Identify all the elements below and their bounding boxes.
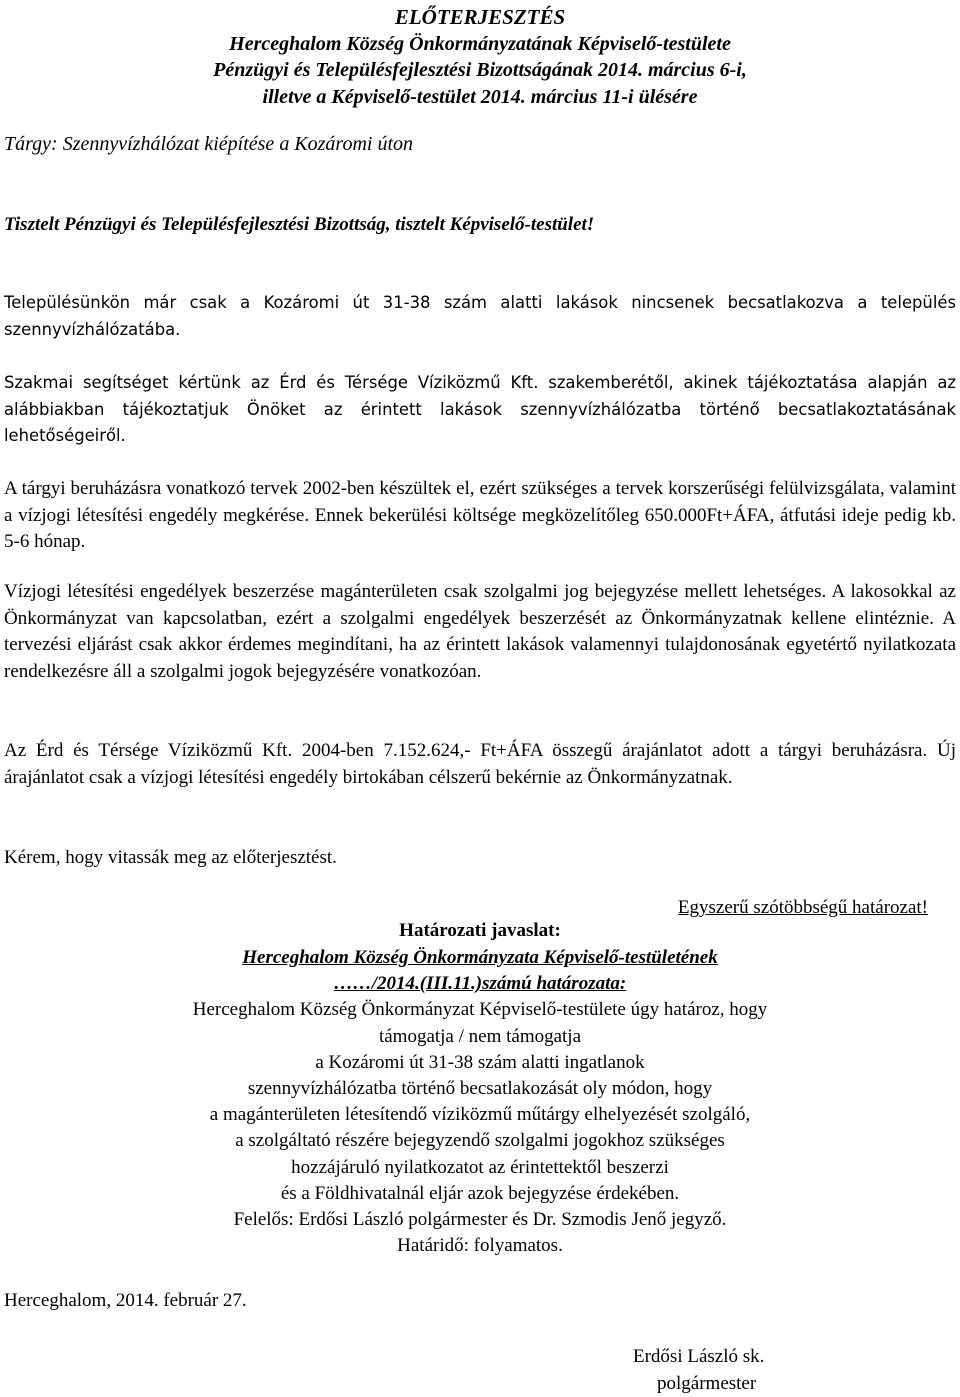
header-title: ELŐTERJESZTÉS bbox=[394, 5, 566, 29]
signatory-name: Erdősi László sk. bbox=[633, 1346, 765, 1367]
signatory-role: polgármester bbox=[657, 1373, 757, 1394]
resolution-body-line: Herceghalom Község Önkormányzat Képviselő-testülete úgy határoz, hogy bbox=[192, 999, 768, 1021]
subject-line: Tárgy: Szennyvízhálózat kiépítése a Kozáromi úton bbox=[4, 133, 414, 155]
resolution-body-line: a Kozáromi út 31-38 szám alatti ingatlanok bbox=[315, 1051, 645, 1073]
resolution-title: Határozati javaslat: bbox=[399, 920, 561, 941]
resolution-responsible: Felelős: Erdősi László polgármester és Dr. Szmodis Jenő jegyző. bbox=[233, 1209, 727, 1231]
resolution-body-line: szennyvízhálózatba történő becsatlakozását oly módon, hogy bbox=[247, 1078, 713, 1100]
signature-block bbox=[633, 1343, 764, 1397]
paragraph-plans-cost: A tárgyi beruházásra vonatkozó tervek 2002-ben készültek el, ezért szükséges a tervek korszerűségi felülvizsgálata, valamint a vízjogi létesítési engedély megkérése. Ennek bekerülési költsége megközelítőleg 650.000Ft+ÁFA, átfutási ideje pedig kb. 5-6 hónap. bbox=[4, 478, 956, 553]
header-session: illetve a Képviselő-testület 2014. március 11-i ülésére bbox=[262, 85, 698, 108]
paragraph-expert-help: Szakmai segítséget kértünk az Érd és Térsége Víziközmű Kft. szakemberétől, akinek tájékoztatása alapján az alábbiakban tájékoztatjuk Önöket az érintett lakások szennyvízhálózatba történő becsatlakoztatásának lehetőségeiről. bbox=[4, 373, 956, 446]
header-body-name: Herceghalom Község Önkormányzatának Képviselő-testülete bbox=[229, 32, 731, 55]
resolution-section bbox=[0, 945, 960, 1259]
resolution-body-line: a magánterületen létesítendő víziközmű műtárgy elhelyezését szolgáló, bbox=[209, 1104, 751, 1126]
document-header bbox=[0, 4, 960, 110]
resolution-body-line: támogatja / nem támogatja bbox=[378, 1025, 582, 1047]
resolution-deadline: Határidő: folyamatos. bbox=[397, 1235, 563, 1257]
paragraph-request: Kérem, hogy vitassák meg az előterjesztést. bbox=[4, 847, 337, 868]
paragraph-water-permits: Vízjogi létesítési engedélyek beszerzése magánterületen csak szolgalmi jog bejegyzése mellett lehetséges. A lakosokkal az Önkormányzat van kapcsolatban, ezért a szolgalmi engedélyek beszerzését az Önkormányzatnak kellene elintéznie. A tervezési eljárást csak akkor érdemes megindítani, ha az érintett lakások valamennyi tulajdonosának egyetértő nyilatkozata rendelkezésre áll a szolgalmi jogok bejegyzésére vonatkozóan. bbox=[4, 581, 956, 682]
resolution-number: ……/2014.(III.11.)számú határozata: bbox=[333, 973, 627, 995]
resolution-body-line: hozzájáruló nyilatkozatot az érintettektől beszerzi bbox=[291, 1156, 669, 1178]
resolution-body-line: a szolgáltató részére bejegyzendő szolgalmi jogokhoz szükséges bbox=[235, 1130, 725, 1152]
place-and-date: Herceghalom, 2014. február 27. bbox=[4, 1290, 247, 1311]
paragraph-quote: Az Érd és Térsége Víziközmű Kft. 2004-ben 7.152.624,- Ft+ÁFA összegű árajánlatot adott a tárgyi beruházásra. Új árajánlatot csak a vízjogi létesítési engedély birtokában célszerű bekérnie az Önkormányzatnak. bbox=[4, 740, 956, 788]
header-committee: Pénzügyi és Településfejlesztési Bizottságának 2014. március 6-i, bbox=[213, 59, 747, 81]
vote-requirement: Egyszerű szótöbbségű határozat! bbox=[677, 897, 928, 918]
salutation: Tisztelt Pénzügyi és Településfejlesztési Bizottság, tisztelt Képviselő-testület! bbox=[4, 214, 595, 235]
resolution-body-line: és a Földhivatalnál eljár azok bejegyzése érdekében. bbox=[280, 1182, 680, 1204]
paragraph-status: Településünkön már csak a Kozáromi út 31-38 szám alatti lakások nincsenek becsatlakozva a település szennyvízhálózatába. bbox=[4, 293, 956, 339]
resolution-org: Herceghalom Község Önkormányzata Képviselő-testületének bbox=[242, 947, 718, 968]
